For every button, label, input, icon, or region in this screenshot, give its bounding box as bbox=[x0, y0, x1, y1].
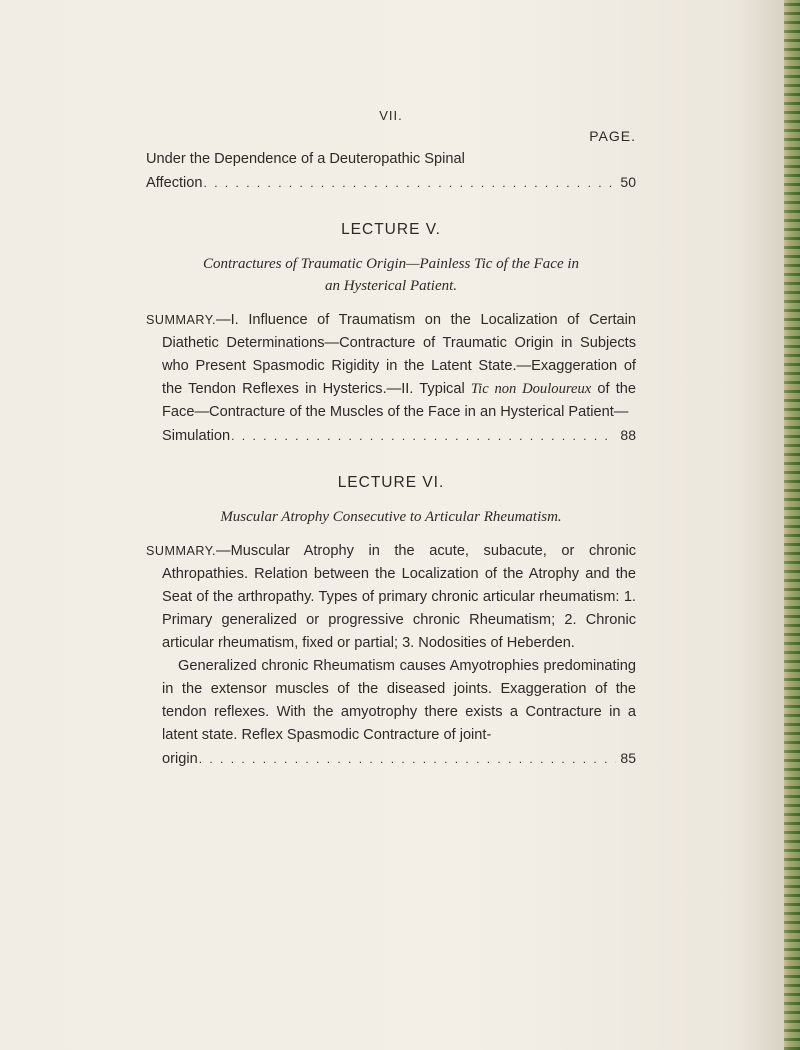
lecture5-subtitle-line2: an Hysterical Patient. bbox=[324, 278, 458, 294]
table-of-contents bbox=[146, 104, 636, 771]
lecture5-page: 88 bbox=[620, 427, 636, 443]
lecture5-summary-label: SUMMARY. bbox=[146, 313, 217, 327]
lecture6-summary-text: —Muscular Atrophy in the acute, subacute, or chronic Athropathies. Relation between the Localization of the Atrophy and the Seat of the arthropathy. Types of primary chronic articular rheumatism: 1. Primary generalized or progressive chronic Rheumatism; 2. Chronic articular rheumatism, fixed or partial; 3. Nodosities of Heberden. bbox=[162, 543, 636, 651]
lecture5-heading: LECTURE V. bbox=[341, 221, 441, 238]
lecture4-tail-line1: Under the Dependence of a Deuteropathic Spinal bbox=[146, 151, 465, 167]
lecture5-subtitle bbox=[146, 253, 636, 297]
dot-leader bbox=[204, 172, 617, 195]
lecture5-summary-part1: —I. Influence of Traumatism on the Localization of Certain Diathetic Determinations—Contracture of Traumatic Origin in Subjects who Present Spasmodic Rigidity in the Latent State.—Exaggeration of the Tendon Reflexes in Hysterics.—II. Typical bbox=[162, 312, 636, 397]
lecture5-subtitle-line1: Contractures of Traumatic Origin—Painless Tic of the Face in bbox=[202, 256, 580, 272]
lecture5-summary-last: Simulation bbox=[162, 428, 231, 444]
lecture4-tail-line2-text: Affection bbox=[146, 175, 203, 191]
lecture4-tail-page: 50 bbox=[620, 174, 636, 190]
dot-leader bbox=[231, 425, 616, 448]
lecture6-last-line bbox=[146, 747, 636, 771]
lecture6-paragraph2 bbox=[146, 655, 636, 747]
page-column-label: PAGE. bbox=[589, 128, 636, 144]
roman-page-number: VII. bbox=[379, 108, 403, 123]
lecture5-summary-last-line bbox=[146, 424, 636, 448]
lecture4-tail-line2 bbox=[146, 171, 636, 195]
lecture6-subtitle: Muscular Atrophy Consecutive to Articular Rheumatism. bbox=[220, 509, 562, 525]
lecture6-heading: LECTURE VI. bbox=[337, 474, 445, 491]
lecture6-summary bbox=[146, 540, 636, 655]
lecture5-summary bbox=[146, 309, 636, 424]
lecture4-tail-entry bbox=[146, 148, 636, 195]
lecture6-paragraph2-text: Generalized chronic Rheumatism causes Amyotrophies predominating in the extensor muscles of the diseased joints. Exaggeration of the tendon reflexes. With the amyotrophy there exists a Contracture in a latent state. Reflex Spasmodic Contracture of joint- bbox=[162, 658, 636, 743]
book-edge bbox=[784, 0, 800, 1050]
dot-leader bbox=[199, 748, 617, 771]
lecture6-summary-label: SUMMARY. bbox=[146, 544, 217, 558]
lecture5-summary-part2: of the Face—Contracture of the Muscles of the Face in an Hysterical Patient— bbox=[162, 381, 637, 420]
lecture6-paragraph2-last: origin bbox=[162, 751, 198, 767]
lecture6-page: 85 bbox=[620, 750, 636, 766]
lecture5-summary-italic: Tic non Douloureux bbox=[470, 381, 592, 397]
